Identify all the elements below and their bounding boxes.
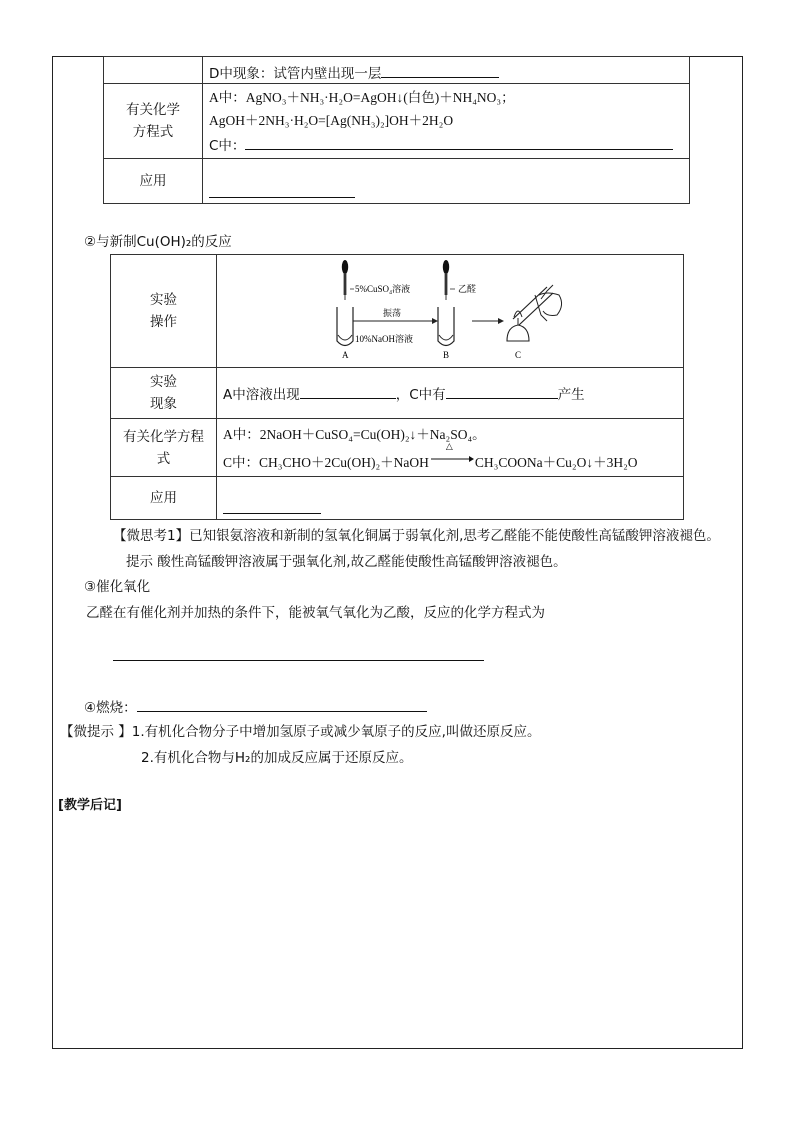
section-4-row <box>84 696 427 716</box>
operation-figure-cell <box>217 255 684 368</box>
phenomenon-label-line1: 实验 <box>150 374 177 390</box>
reagent-2-label: 乙醛 <box>458 284 477 294</box>
section-3-heading: ③催化氧化 <box>84 579 151 595</box>
application-blank-2[interactable] <box>223 499 321 514</box>
equation-a2-line: AgOH＋2NH₃·H₂O=[Ag(NH₃)₂]OH＋2H₂O <box>209 113 454 128</box>
heat-condition-symbol: △ <box>445 441 453 451</box>
equations-label-line2: 方程式 <box>132 124 174 140</box>
equations-cell <box>203 84 690 159</box>
phenomenon-part3: 产生 <box>557 387 585 403</box>
operation-label-line2: 操作 <box>150 314 177 330</box>
reagent-1-label: 5%CuSO₄溶液 <box>355 284 411 294</box>
equations-label-2-line2: 式 <box>156 450 171 467</box>
phenomenon-part2: ，C中有 <box>395 387 446 403</box>
experiment-figure <box>217 255 683 367</box>
equation-c-blank[interactable] <box>245 135 673 150</box>
application-row-2 <box>111 477 684 520</box>
equation-c-label: C中： <box>209 138 246 154</box>
phenomenon-part1: A中溶液出现 <box>223 387 300 403</box>
think-title: 【微思考1】 <box>113 528 190 544</box>
phenomenon-cell <box>217 368 684 419</box>
silver-mirror-table <box>103 56 690 204</box>
tube-a-label: A <box>342 350 349 360</box>
phenomenon-blank-a[interactable] <box>300 384 396 399</box>
heat-condition-arrow <box>429 441 475 467</box>
empty-label-cell <box>104 57 203 84</box>
phenomenon-d-text: D中现象：试管内壁出现一层 <box>209 66 382 82</box>
tip-line-1 <box>60 720 540 740</box>
equations-label <box>104 84 203 159</box>
application-blank-1[interactable] <box>209 183 355 198</box>
teaching-notes-heading: [教学后记] <box>58 798 122 813</box>
phenomenon-row <box>111 368 684 419</box>
application-cell-1 <box>203 159 690 204</box>
test-tube-b-icon <box>438 307 454 346</box>
equation-2-a-line: A中：2NaOH＋CuSO₄=Cu(OH)₂↓＋Na₂SO₄。 <box>223 427 486 442</box>
dropper-b-icon <box>443 260 449 300</box>
tube-b-label: B <box>443 350 450 360</box>
equations-label-2-line1: 有关化学方程 <box>123 428 204 445</box>
reagent-3-label: 10%NaOH溶液 <box>355 334 413 344</box>
equation-2-c-right: CH₃COONa＋Cu₂O↓＋3H₂O <box>474 455 638 470</box>
tip-title: 【微提示 】 <box>60 724 132 740</box>
equations-cell-2 <box>217 419 684 477</box>
equation-a-line: A中：AgNO₃＋NH₃·H₂O=AgOH↓(白色)＋NH₄NO₃； <box>209 90 515 105</box>
phenomenon-label <box>111 368 217 419</box>
application-cell-2 <box>217 477 684 520</box>
dropper-a-icon <box>342 260 348 300</box>
operation-label-line1: 实验 <box>150 292 177 308</box>
tip-line-2: 2.有机化合物与H₂的加成反应属于还原反应。 <box>141 750 413 766</box>
application-row-1 <box>104 159 690 204</box>
operation-row <box>111 255 684 368</box>
equations-row-2 <box>111 419 684 477</box>
alcohol-lamp-heating-icon <box>507 285 562 341</box>
phenomenon-blank-c[interactable] <box>446 384 558 399</box>
tube-c-label: C <box>515 350 522 360</box>
application-label-2: 应用 <box>111 477 217 520</box>
phenomenon-d-cell <box>203 57 690 84</box>
think-paragraph <box>113 524 720 544</box>
phenomenon-d-blank[interactable] <box>381 63 499 78</box>
phenomenon-label-line2: 现象 <box>150 396 177 412</box>
equations-row <box>104 84 690 159</box>
think-hint: 提示 酸性高锰酸钾溶液属于强氧化剂,故乙醛能使酸性高锰酸钾溶液褪色。 <box>126 554 567 570</box>
section-3-body: 乙醛在有催化剂并加热的条件下，能被氧气氧化为乙酸，反应的化学方程式为 <box>86 605 545 621</box>
test-tube-a-icon <box>337 307 353 346</box>
section-4-heading: ④燃烧： <box>84 700 137 716</box>
section-2-heading: ②与新制Cu(OH)₂的反应 <box>84 234 232 250</box>
tip-line-1-text: 1.有机化合物分子中增加氢原子或减少氧原子的反应,叫做还原反应。 <box>131 724 541 740</box>
catalytic-oxidation-blank[interactable] <box>113 660 484 661</box>
application-label-1: 应用 <box>104 159 203 204</box>
shake-label: 振荡 <box>383 308 402 318</box>
think-body: 已知银氨溶液和新制的氢氧化铜属于弱氧化剂,思考乙醛能不能使酸性高锰酸钾溶液褪色。 <box>189 528 720 544</box>
copper-hydroxide-table <box>110 254 684 520</box>
equation-2-c-line <box>223 441 638 471</box>
operation-label <box>111 255 217 368</box>
equations-label-line1: 有关化学 <box>126 102 180 118</box>
combustion-blank[interactable] <box>137 697 427 712</box>
phenomenon-d-row <box>104 57 690 84</box>
equations-label-2 <box>111 419 217 477</box>
equation-2-c-left: C中：CH₃CHO＋2Cu(OH)₂＋NaOH <box>223 455 429 470</box>
